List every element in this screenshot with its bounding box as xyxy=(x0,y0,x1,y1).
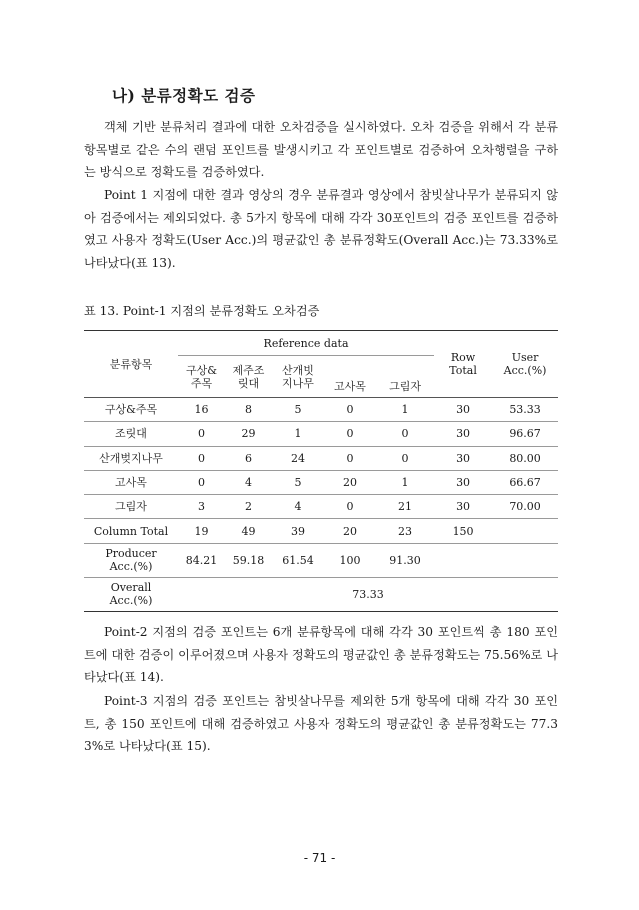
table-cell: 30 xyxy=(434,398,492,422)
table-row xyxy=(84,398,558,422)
table-cell: 24 xyxy=(272,446,324,470)
paragraph-point3-text: Point-3 지점의 검증 포인트는 참빗살나무를 제외한 5개 항목에 대해 각각 30 포인트, 총 150 포인트에 대해 검증하였고 사용자 정확도의 평균값인 총 분류정확도는 77.33%로 나타났다(표 15). xyxy=(84,694,558,754)
table-cell: 19 xyxy=(178,519,225,543)
paragraph-point1-text: Point 1 지점에 대한 결과 영상의 경우 분류결과 영상에서 참빗살나무가 분류되지 않아 검증에서는 제외되었다. 총 5가지 항목에 대해 각각 30포인트의 검증 포인트를 검증하였고 사용자 정확도(User Acc.)의 평균값인 총 분류정확도(Overall Acc.)는 73.33%로 나타났다(표 13). xyxy=(84,188,558,270)
table-cell: 0 xyxy=(178,470,225,494)
paragraph-point2 xyxy=(84,621,558,689)
table-cell: 3 xyxy=(178,495,225,519)
table-cell: 70.00 xyxy=(492,495,558,519)
header-ref-col: 고사목 xyxy=(334,380,366,393)
header-ref-col: 그림자 xyxy=(389,380,421,393)
row-label: 구상&주목 xyxy=(84,398,178,422)
overall-acc-value: 73.33 xyxy=(178,577,558,611)
row-label: 그림자 xyxy=(84,495,178,519)
table-cell: 30 xyxy=(434,422,492,446)
row-label: 조릿대 xyxy=(84,422,178,446)
table-row xyxy=(84,422,558,446)
section-heading: 나) 분류정확도 검증 xyxy=(112,86,256,105)
table-cell: 21 xyxy=(376,495,434,519)
table-cell: 0 xyxy=(324,446,376,470)
table-cell: 8 xyxy=(225,398,272,422)
row-label: 산개벚지나무 xyxy=(84,446,178,470)
table-cell: 84.21 xyxy=(178,543,225,577)
table-cell: 150 xyxy=(434,519,492,543)
header-user-acc: User Acc.(%) xyxy=(503,351,547,377)
table-cell: 5 xyxy=(272,398,324,422)
table-cell: 80.00 xyxy=(492,446,558,470)
table-cell xyxy=(492,543,558,577)
paragraph-intro xyxy=(84,116,558,184)
paragraph-point1 xyxy=(84,184,558,274)
table-cell: 1 xyxy=(272,422,324,446)
header-ref-col: 산개빗 지나무 xyxy=(282,363,314,390)
table-cell: 4 xyxy=(272,495,324,519)
table-cell: 2 xyxy=(225,495,272,519)
table-cell: 20 xyxy=(324,470,376,494)
table-cell: 53.33 xyxy=(492,398,558,422)
header-reference: Reference data xyxy=(178,331,434,356)
header-row-total: Row Total xyxy=(449,351,477,377)
table-cell: 30 xyxy=(434,470,492,494)
table-cell: 0 xyxy=(324,495,376,519)
table-cell: 0 xyxy=(178,446,225,470)
page-number: - 71 - xyxy=(303,851,336,865)
table-cell: 39 xyxy=(272,519,324,543)
table-cell: 6 xyxy=(225,446,272,470)
table-caption: 표 13. Point-1 지점의 분류정확도 오차검증 xyxy=(84,304,320,318)
header-ref-col: 구상& 주목 xyxy=(185,363,218,390)
table-cell: 0 xyxy=(376,446,434,470)
table-cell: 0 xyxy=(376,422,434,446)
table-cell: 5 xyxy=(272,470,324,494)
paragraph-point3 xyxy=(84,690,558,758)
row-label: Overall Acc.(%) xyxy=(84,577,178,611)
table-row xyxy=(84,495,558,519)
overall-acc-row xyxy=(84,577,558,611)
header-class: 분류항목 xyxy=(109,357,153,371)
table-cell: 66.67 xyxy=(492,470,558,494)
table-cell: 96.67 xyxy=(492,422,558,446)
row-label: Column Total xyxy=(84,519,178,543)
table-cell: 23 xyxy=(376,519,434,543)
error-matrix-table xyxy=(84,330,558,612)
table-cell: 20 xyxy=(324,519,376,543)
table-cell xyxy=(434,543,492,577)
table-cell: 4 xyxy=(225,470,272,494)
row-label: Producer Acc.(%) xyxy=(84,543,178,577)
table-cell: 49 xyxy=(225,519,272,543)
table-cell: 1 xyxy=(376,398,434,422)
column-total-row xyxy=(84,519,558,543)
row-label: 고사목 xyxy=(84,470,178,494)
table-row xyxy=(84,470,558,494)
table-cell: 30 xyxy=(434,495,492,519)
table-cell: 61.54 xyxy=(272,543,324,577)
table-cell: 100 xyxy=(324,543,376,577)
paragraph-point2-text: Point-2 지점의 검증 포인트는 6개 분류항목에 대해 각각 30 포인트씩 총 180 포인트에 대한 검증이 이루어졌으며 사용자 정확도의 평균값인 총 분류정확도는 75.56%로 나타났다(표 14). xyxy=(84,625,558,685)
table-cell: 1 xyxy=(376,470,434,494)
header-ref-col: 제주조 릿대 xyxy=(232,363,265,390)
table-cell xyxy=(492,519,558,543)
producer-acc-row xyxy=(84,543,558,577)
table-cell: 29 xyxy=(225,422,272,446)
table-cell: 30 xyxy=(434,446,492,470)
table-cell: 91.30 xyxy=(376,543,434,577)
table-row xyxy=(84,446,558,470)
table-cell: 59.18 xyxy=(225,543,272,577)
table-cell: 0 xyxy=(324,398,376,422)
table-cell: 0 xyxy=(178,422,225,446)
paragraph-intro-text: 객체 기반 분류처리 결과에 대한 오차검증을 실시하였다. 오차 검증을 위해서 각 분류항목별로 같은 수의 랜덤 포인트를 발생시키고 각 포인트별로 검증하여 오차행렬을 구하는 방식으로 정확도를 검증하였다. xyxy=(84,120,558,180)
table-cell: 0 xyxy=(324,422,376,446)
table-cell: 16 xyxy=(178,398,225,422)
